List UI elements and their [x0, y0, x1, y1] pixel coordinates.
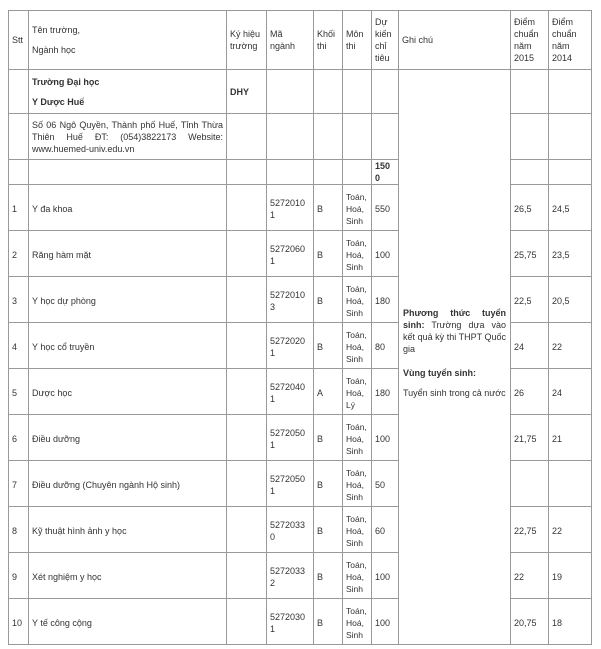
row-school-code: [227, 231, 267, 277]
admission-table: [8, 10, 592, 645]
row-major-name: Điều dưỡng (Chuyên ngành Hộ sinh): [29, 461, 227, 507]
row-major-code: 52720330: [267, 507, 314, 553]
row-score-2014: 23,5: [549, 231, 592, 277]
header-quota: Dự kiến chỉ tiêu: [372, 11, 399, 70]
row-major-name: Y học dự phòng: [29, 277, 227, 323]
row-quota: 550: [372, 185, 399, 231]
row-exam-block: B: [314, 507, 343, 553]
row-subjects: Toán, Hoá, Sinh: [343, 185, 372, 231]
header-major-code: Mã ngành: [267, 11, 314, 70]
row-major-name: Y tế công cộng: [29, 599, 227, 645]
row-score-2015: [511, 461, 549, 507]
row-score-2015: 25,75: [511, 231, 549, 277]
row-exam-block: B: [314, 323, 343, 369]
row-school-code: [227, 599, 267, 645]
row-major-name: Kỹ thuật hình ảnh y học: [29, 507, 227, 553]
row-quota: 50: [372, 461, 399, 507]
school-name-line2: Y Dược Huế: [32, 96, 85, 107]
row-score-2015: 22,75: [511, 507, 549, 553]
row-major-code: 52720103: [267, 277, 314, 323]
row-major-name: Răng hàm mặt: [29, 231, 227, 277]
row-exam-block: B: [314, 277, 343, 323]
row-score-2014: 22: [549, 323, 592, 369]
school-name: [29, 70, 227, 114]
row-stt: 3: [9, 277, 29, 323]
row-score-2015: 26,5: [511, 185, 549, 231]
row-quota: 100: [372, 231, 399, 277]
row-stt: 4: [9, 323, 29, 369]
notes-method-title: Phương thức tuyển sinh:: [403, 308, 506, 330]
header-exam-block: Khối thi: [314, 11, 343, 70]
row-subjects: Toán, Hoá, Sinh: [343, 553, 372, 599]
row-score-2014: 21: [549, 415, 592, 461]
row-score-2014: 20,5: [549, 277, 592, 323]
row-quota: 60: [372, 507, 399, 553]
school-name-row: [9, 70, 592, 114]
row-school-code: [227, 553, 267, 599]
row-subjects: Toán, Hoá, Lý: [343, 369, 372, 415]
row-quota: 100: [372, 553, 399, 599]
row-exam-block: B: [314, 461, 343, 507]
row-school-code: [227, 461, 267, 507]
row-major-code: 52720301: [267, 599, 314, 645]
school-code: DHY: [227, 70, 267, 114]
school-name-line1: Trường Đại học: [32, 76, 100, 87]
row-school-code: [227, 507, 267, 553]
row-stt: 1: [9, 185, 29, 231]
row-stt: 2: [9, 231, 29, 277]
row-subjects: Toán, Hoá, Sinh: [343, 323, 372, 369]
row-subjects: Toán, Hoá, Sinh: [343, 277, 372, 323]
row-stt: 5: [9, 369, 29, 415]
row-major-code: 52720401: [267, 369, 314, 415]
row-subjects: Toán, Hoá, Sinh: [343, 231, 372, 277]
row-major-code: 52720332: [267, 553, 314, 599]
row-exam-block: A: [314, 369, 343, 415]
notes-cell: [399, 70, 511, 645]
notes-region-text: Tuyển sinh trong cả nước: [403, 388, 506, 398]
row-score-2014: 19: [549, 553, 592, 599]
row-quota: 180: [372, 369, 399, 415]
row-major-code: 52720501: [267, 415, 314, 461]
row-quota: 80: [372, 323, 399, 369]
row-major-name: Y đa khoa: [29, 185, 227, 231]
row-subjects: Toán, Hoá, Sinh: [343, 507, 372, 553]
row-score-2014: 24: [549, 369, 592, 415]
row-school-code: [227, 277, 267, 323]
header-score-2015: Điểm chuẩn năm 2015: [511, 11, 549, 70]
row-major-name: Điều dưỡng: [29, 415, 227, 461]
header-notes: Ghi chú: [399, 11, 511, 70]
row-score-2014: 24,5: [549, 185, 592, 231]
row-quota: 100: [372, 415, 399, 461]
row-score-2014: 22: [549, 507, 592, 553]
header-school-code: Ký hiệu trường: [227, 11, 267, 70]
row-major-code: 52720201: [267, 323, 314, 369]
row-major-name: Y học cổ truyền: [29, 323, 227, 369]
row-major-code: 52720101: [267, 185, 314, 231]
row-score-2014: [549, 461, 592, 507]
row-score-2015: 22: [511, 553, 549, 599]
row-major-code: 52720601: [267, 231, 314, 277]
row-score-2015: 24: [511, 323, 549, 369]
row-score-2015: 20,75: [511, 599, 549, 645]
row-major-name: Xét nghiệm y học: [29, 553, 227, 599]
header-school-name: [29, 11, 227, 70]
row-subjects: Toán, Hoá, Sinh: [343, 599, 372, 645]
row-school-code: [227, 415, 267, 461]
header-school-line1: Tên trường,: [32, 25, 80, 35]
header-row: [9, 11, 592, 70]
row-score-2015: 21,75: [511, 415, 549, 461]
row-major-code: 52720501: [267, 461, 314, 507]
row-exam-block: B: [314, 415, 343, 461]
header-school-line2: Ngành học: [32, 45, 76, 55]
row-score-2014: 18: [549, 599, 592, 645]
row-school-code: [227, 369, 267, 415]
row-exam-block: B: [314, 599, 343, 645]
row-exam-block: B: [314, 231, 343, 277]
total-quota: 1500: [372, 160, 399, 185]
row-exam-block: B: [314, 553, 343, 599]
row-stt: 10: [9, 599, 29, 645]
school-address: Số 06 Ngô Quyền, Thành phố Huế, Tỉnh Thừa Thiên Huế ĐT: (054)3822173 Website: www.huemed-univ.edu.vn: [29, 114, 227, 160]
row-quota: 180: [372, 277, 399, 323]
header-subjects: Môn thi: [343, 11, 372, 70]
row-stt: 7: [9, 461, 29, 507]
header-score-2014: Điểm chuẩn năm 2014: [549, 11, 592, 70]
row-school-code: [227, 323, 267, 369]
row-score-2015: 26: [511, 369, 549, 415]
row-major-name: Dược học: [29, 369, 227, 415]
row-score-2015: 22,5: [511, 277, 549, 323]
row-stt: 6: [9, 415, 29, 461]
row-stt: 8: [9, 507, 29, 553]
row-stt: 9: [9, 553, 29, 599]
row-quota: 100: [372, 599, 399, 645]
row-subjects: Toán, Hoá, Sinh: [343, 415, 372, 461]
row-exam-block: B: [314, 185, 343, 231]
notes-method-text: Trường dựa vào kết quả kỳ thi THPT Quốc gia: [403, 320, 506, 354]
notes-region-title: Vùng tuyển sinh:: [403, 368, 476, 378]
row-school-code: [227, 185, 267, 231]
header-stt: Stt: [9, 11, 29, 70]
row-subjects: Toán, Hoá, Sinh: [343, 461, 372, 507]
